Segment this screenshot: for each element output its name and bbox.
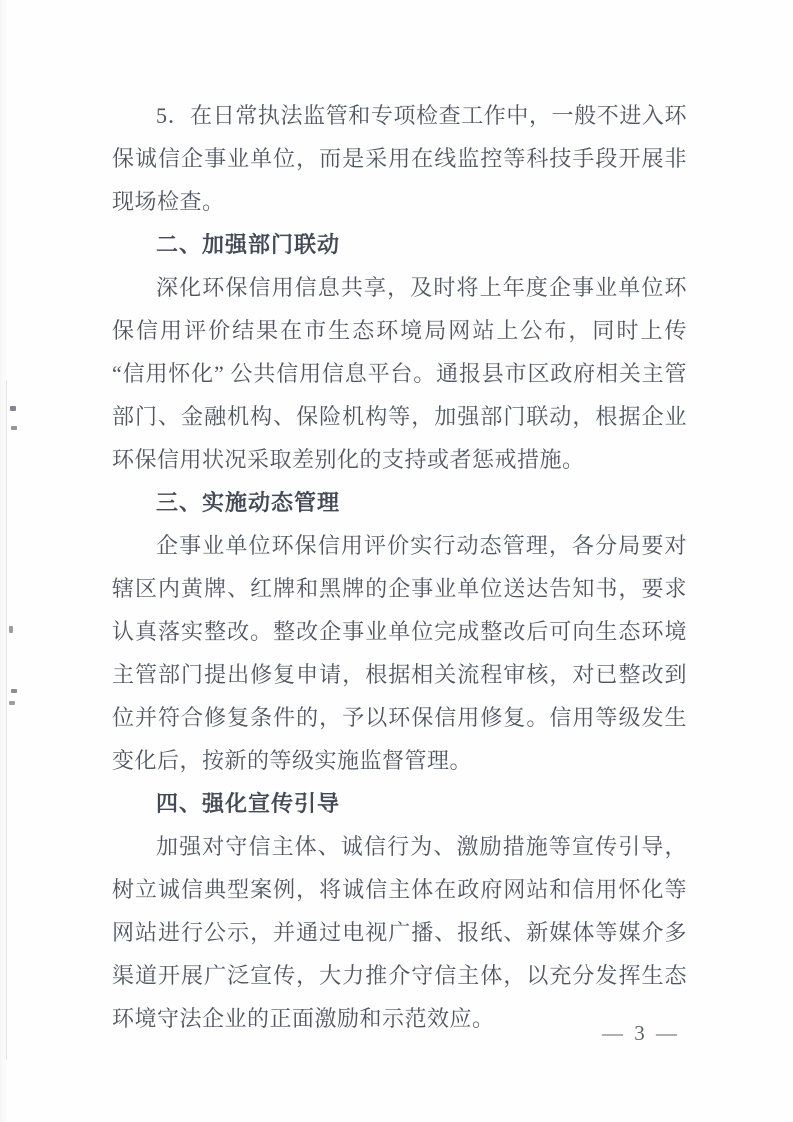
scan-edge-artifact <box>6 380 7 1060</box>
paragraph: 加强对守信主体、诚信行为、激励措施等宣传引导，树立诚信典型案例，将诚信主体在政府网站和信用怀化等网站进行公示，并通过电视广播、报纸、新媒体等媒介多渠道开展广泛宣传，大力推介守信主体，以充分发挥生态环境守法企业的正面激励和示范效应。 <box>112 834 687 1031</box>
scan-speck <box>11 689 17 693</box>
scan-speck <box>9 701 15 705</box>
section-heading: 二、加强部门联动 <box>156 232 341 257</box>
scan-speck <box>9 626 13 633</box>
paragraph: 深化环保信用信息共享，及时将上年度企事业单位环保信用评价结果在市生态环境局网站上公布，同时上传 “信用怀化” 公共信用信息平台。通报县市区政府相关主管部门、金融机构、保险机构等，加强部门联动，根据企业环保信用状况采取差别化的支持或者惩戒措施。 <box>112 275 687 472</box>
section-heading: 四、强化宣传引导 <box>156 791 341 816</box>
scan-speck <box>10 406 16 411</box>
section-heading: 三、实施动态管理 <box>156 490 341 515</box>
paragraph: 企事业单位环保信用评价实行动态管理，各分局要对辖区内黄牌、红牌和黑牌的企事业单位送达告知书，要求认真落实整改。整改企事业单位完成整改后可向生态环境主管部门提出修复申请，根据相关流程审核，对已整改到位并符合修复条件的，予以环保信用修复。信用等级发生变化后，按新的等级实施监督管理。 <box>112 533 687 773</box>
page-number: — 3 — <box>602 1021 680 1045</box>
document-body <box>112 94 687 1040</box>
scan-speck <box>11 426 17 430</box>
paragraph: 5．在日常执法监管和专项检查工作中，一般不进入环保诚信企事业单位，而是采用在线监控等科技手段开展非现场检查。 <box>112 103 687 214</box>
